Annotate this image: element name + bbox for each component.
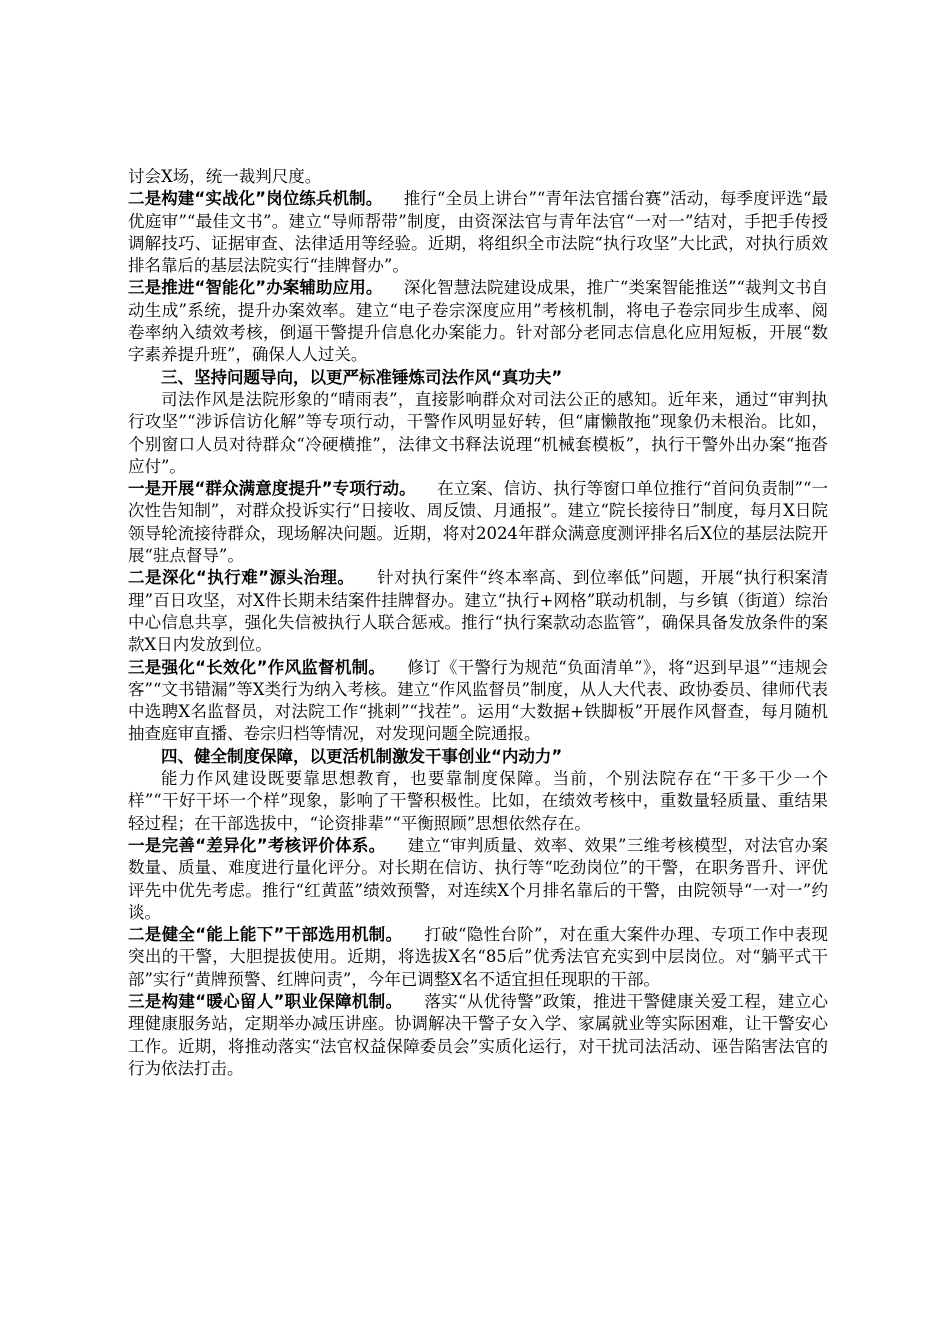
paragraph-lead: 三是强化“长效化”作风监督机制。 bbox=[128, 657, 386, 677]
paragraph-body: 建立“审判质量、效率、效果”三维考核模型，对法官办案数量、质量、难度进行量化评分。对长期在信访、执行等“吃劲岗位”的干警，在职务晋升、评优评先中优先考虑。推行“红黄蓝”绩效预警，对连续X个月排名靠后的干警，由院领导“一对一”约谈。 bbox=[128, 835, 828, 922]
paragraph-lead: 一是开展“群众满意度提升”专项行动。 bbox=[128, 479, 416, 499]
paragraph-lead: 一是完善“差异化”考核评价体系。 bbox=[128, 835, 386, 855]
paragraph-career-guarantee bbox=[128, 991, 828, 1080]
paragraph-body: 打破“隐性台阶”，对在重大案件办理、专项工作中表现突出的干警，大胆提拔使用。近期，将选拔X名“85后”优秀法官充实到中层岗位。对“躺平式干部”实行“黄牌预警、红牌问责”，今年已调整X名不适宜担任现职的干部。 bbox=[128, 925, 828, 989]
paragraph-body: 修订《干警行为规范“负面清单”》，将“迟到早退”“违规会客”“文书错漏”等X类行为纳入考核。建立“作风监督员”制度，从人大代表、政协委员、律师代表中选聘X名监督员，对法院工作“挑刺”“找茬”。运用“大数据+铁脚板”开展作风督查，每月随机抽查庭审直播、卷宗归档等情况，对发现问题全院通报。 bbox=[128, 657, 828, 744]
paragraph-lead: 二是构建“实战化”岗位练兵机制。 bbox=[128, 189, 383, 209]
paragraph-practical-training bbox=[128, 188, 828, 277]
paragraph-body: 针对执行案件“终本率高、到位率低”问题，开展“执行积案清理”百日攻坚，对X件长期未结案件挂牌督办。建立“执行+网格”联动机制，与乡镇（街道）综治中心信息共享，强化失信被执行人联合惩戒。推行“执行案款动态监管”，确保具备发放条件的案款X日内发放到位。 bbox=[128, 568, 828, 655]
paragraph-lead: 二是深化“执行难”源头治理。 bbox=[128, 568, 355, 588]
paragraph-lead: 二是健全“能上能下”干部选用机制。 bbox=[128, 925, 403, 945]
paragraph-lead: 三是构建“暖心留人”职业保障机制。 bbox=[128, 991, 403, 1011]
section-heading-4: 四、健全制度保障，以更活机制激发干事创业“内动力” bbox=[161, 746, 563, 766]
paragraph-cadre-selection bbox=[128, 924, 828, 991]
document-page bbox=[128, 166, 828, 1080]
paragraph-body: 落实“从优待警”政策，推进干警健康关爱工程，建立心理健康服务站，定期举办减压讲座。协调解决干警子女入学、家属就业等实际困难，让干警安心工作。近期，将推动落实“法官权益保障委员会”实质化运行，对干扰司法活动、诬告陷害法官的行为依法打击。 bbox=[128, 991, 828, 1078]
paragraph-section-4-intro: 能力作风建设既要靠思想教育，也要靠制度保障。当前，个别法院存在“干多干少一个样”“干好干坏一个样”现象，影响了干警积极性。比如，在绩效考核中，重数量轻质量、重结果轻过程；在干部选拔中，“论资排辈”“平衡照顾”思想依然存在。 bbox=[128, 769, 828, 833]
section-heading-3: 三、坚持问题导向，以更严标准锤炼司法作风“真功夫” bbox=[161, 367, 563, 387]
paragraph-intelligent-assist bbox=[128, 277, 828, 366]
paragraph-assessment-system bbox=[128, 835, 828, 924]
paragraph-satisfaction-campaign bbox=[128, 478, 828, 567]
paragraph-enforcement-governance bbox=[128, 567, 828, 656]
paragraph-continuation bbox=[128, 166, 828, 188]
paragraph-lead: 三是推进“智能化”办案辅助应用。 bbox=[128, 278, 383, 298]
paragraph-body: 在立案、信访、执行等窗口单位推行“首问负责制”“一次性告知制”，对群众投诉实行“日接收、周反馈、月通报”。建立“院长接待日”制度，每月X日院领导轮流接待群众，现场解决问题。近期，将对2024年群众满意度测评排名后X位的基层法院开展“驻点督导”。 bbox=[128, 479, 829, 566]
paragraph-body: 深化智慧法院建设成果，推广“类案智能推送”“裁判文书自动生成”系统，提升办案效率。建立“电子卷宗深度应用”考核机制，将电子卷宗同步生成率、阅卷率纳入绩效考核，倒逼干警提升信息化办案能力。针对部分老同志信息化应用短板，开展“数字素养提升班”，确保人人过关。 bbox=[128, 278, 828, 365]
paragraph-body: 讨会X场，统一裁判尺度。 bbox=[128, 167, 322, 186]
paragraph-section-3-intro: 司法作风是法院形象的“晴雨表”，直接影响群众对司法公正的感知。近年来，通过“审判执行攻坚”“涉诉信访化解”等专项行动，干警作风明显好转，但“庸懒散拖”现象仍未根治。比如，个别窗口人员对待群众“冷硬横推”，法律文书释法说理“机械套模板”，执行干警外出办案“拖沓应付”。 bbox=[128, 389, 828, 476]
paragraph-conduct-supervision bbox=[128, 657, 828, 746]
paragraph-body: 推行“全员上讲台”“青年法官擂台赛”活动，每季度评选“最优庭审”“最佳文书”。建立“导师帮带”制度，由资深法官与青年法官“一对一”结对，手把手传授调解技巧、证据审查、法律适用等经验。近期，将组织全市法院“执行攻坚”大比武，对执行质效排名靠后的基层法院实行“挂牌督办”。 bbox=[128, 189, 828, 276]
